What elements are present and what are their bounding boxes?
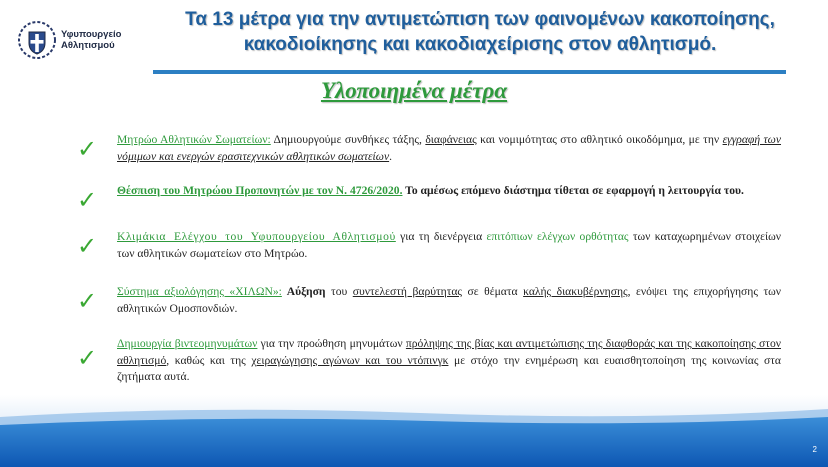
item-body: του — [325, 285, 353, 298]
page-title-line1: Τα 13 μέτρα για την αντιμετώπιση των φαινομένων κακοποίησης, — [185, 9, 775, 30]
item-emphasis: διαφάνειας — [425, 133, 477, 146]
check-icon: ✓ — [76, 287, 98, 315]
item-heading: Σύστημα αξιολόγησης «ΧΙΛΩΝ»: — [117, 285, 282, 298]
item-emphasis: εγγραφή των νόμιμων και ενεργών ερασιτεχνικών αθλητικών σωματείων — [117, 133, 782, 163]
footer-wave — [0, 395, 828, 467]
item-body: των καταχωρημένων στοιχείων των αθλητικών σωματείων στο Μητρώο. — [117, 230, 781, 260]
page-title — [160, 7, 800, 57]
page-title-line2: κακοδιοίκησης και κακοδιαχείρισης στον αθλητισμό. — [243, 34, 717, 55]
check-icon: ✓ — [76, 344, 98, 372]
page-number: 2 — [812, 445, 817, 454]
item-text — [117, 229, 781, 262]
item-emphasis: επιτόπιων ελέγχων ορθότητας — [486, 230, 629, 243]
item-text — [117, 183, 781, 200]
item-emphasis: Αύξηση — [281, 285, 326, 298]
item-body: σε θέματα — [462, 285, 524, 298]
item-body: , καθώς και της — [166, 353, 252, 367]
item-body: και νομιμότητας στο αθλητικό οικοδόμημα, με την — [476, 133, 723, 146]
check-icon: ✓ — [76, 135, 98, 163]
ministry-name-line2: Αθλητισμού — [61, 40, 115, 51]
item-body: Το αμέσως επόμενο διάστημα τίθεται σε εφαρμογή η λειτουργία του. — [402, 184, 744, 197]
item-body: με στόχο την ενημέρωση και ευαισθητοποίηση της κοινωνίας στα ζητήματα αυτά. — [117, 353, 781, 383]
item-text — [117, 284, 781, 317]
item-emphasis: συντελεστή βαρύτητας — [352, 285, 463, 298]
greek-emblem-icon — [17, 20, 57, 60]
item-emphasis: πρόληψης της βίας και αντιμετώπισης της διαφθοράς και της κακοποίησης στον αθλητισμό — [117, 337, 781, 367]
item-heading: Θέσπιση του Μητρώου Προπονητών με τον Ν. 4726/2020. — [117, 184, 403, 197]
item-text — [117, 132, 781, 165]
ministry-name-line1: Υφυπουργείο — [61, 29, 122, 40]
item-body: για τη διενέργεια — [395, 230, 487, 243]
ministry-name — [61, 29, 121, 51]
check-icon: ✓ — [76, 186, 98, 214]
section-subtitle: Υλοποιημένα μέτρα — [320, 78, 508, 103]
item-heading: Κλιμάκια Ελέγχου του Υφυπουργείου Αθλητισμού — [117, 230, 396, 243]
title-divider — [153, 70, 786, 74]
item-heading: Μητρώο Αθλητικών Σωματείων: — [117, 133, 271, 146]
ministry-logo — [17, 20, 147, 62]
item-heading: Δημιουργία βιντεομηνυμάτων — [117, 337, 258, 350]
check-icon: ✓ — [76, 232, 98, 260]
item-emphasis: χειραγώγησης αγώνων και του ντόπινγκ — [251, 353, 449, 367]
item-body: . — [389, 149, 393, 163]
item-body: για την προώθηση μηνυμάτων — [257, 337, 406, 350]
item-text — [117, 336, 781, 386]
item-body: Δημιουργούμε συνθήκες τάξης, — [270, 133, 426, 146]
item-body: , ενόψει της επιχορήγησης των αθλητικών Ομοσπονδιών. — [117, 285, 781, 315]
item-emphasis: καλής διακυβέρνησης — [523, 285, 628, 298]
